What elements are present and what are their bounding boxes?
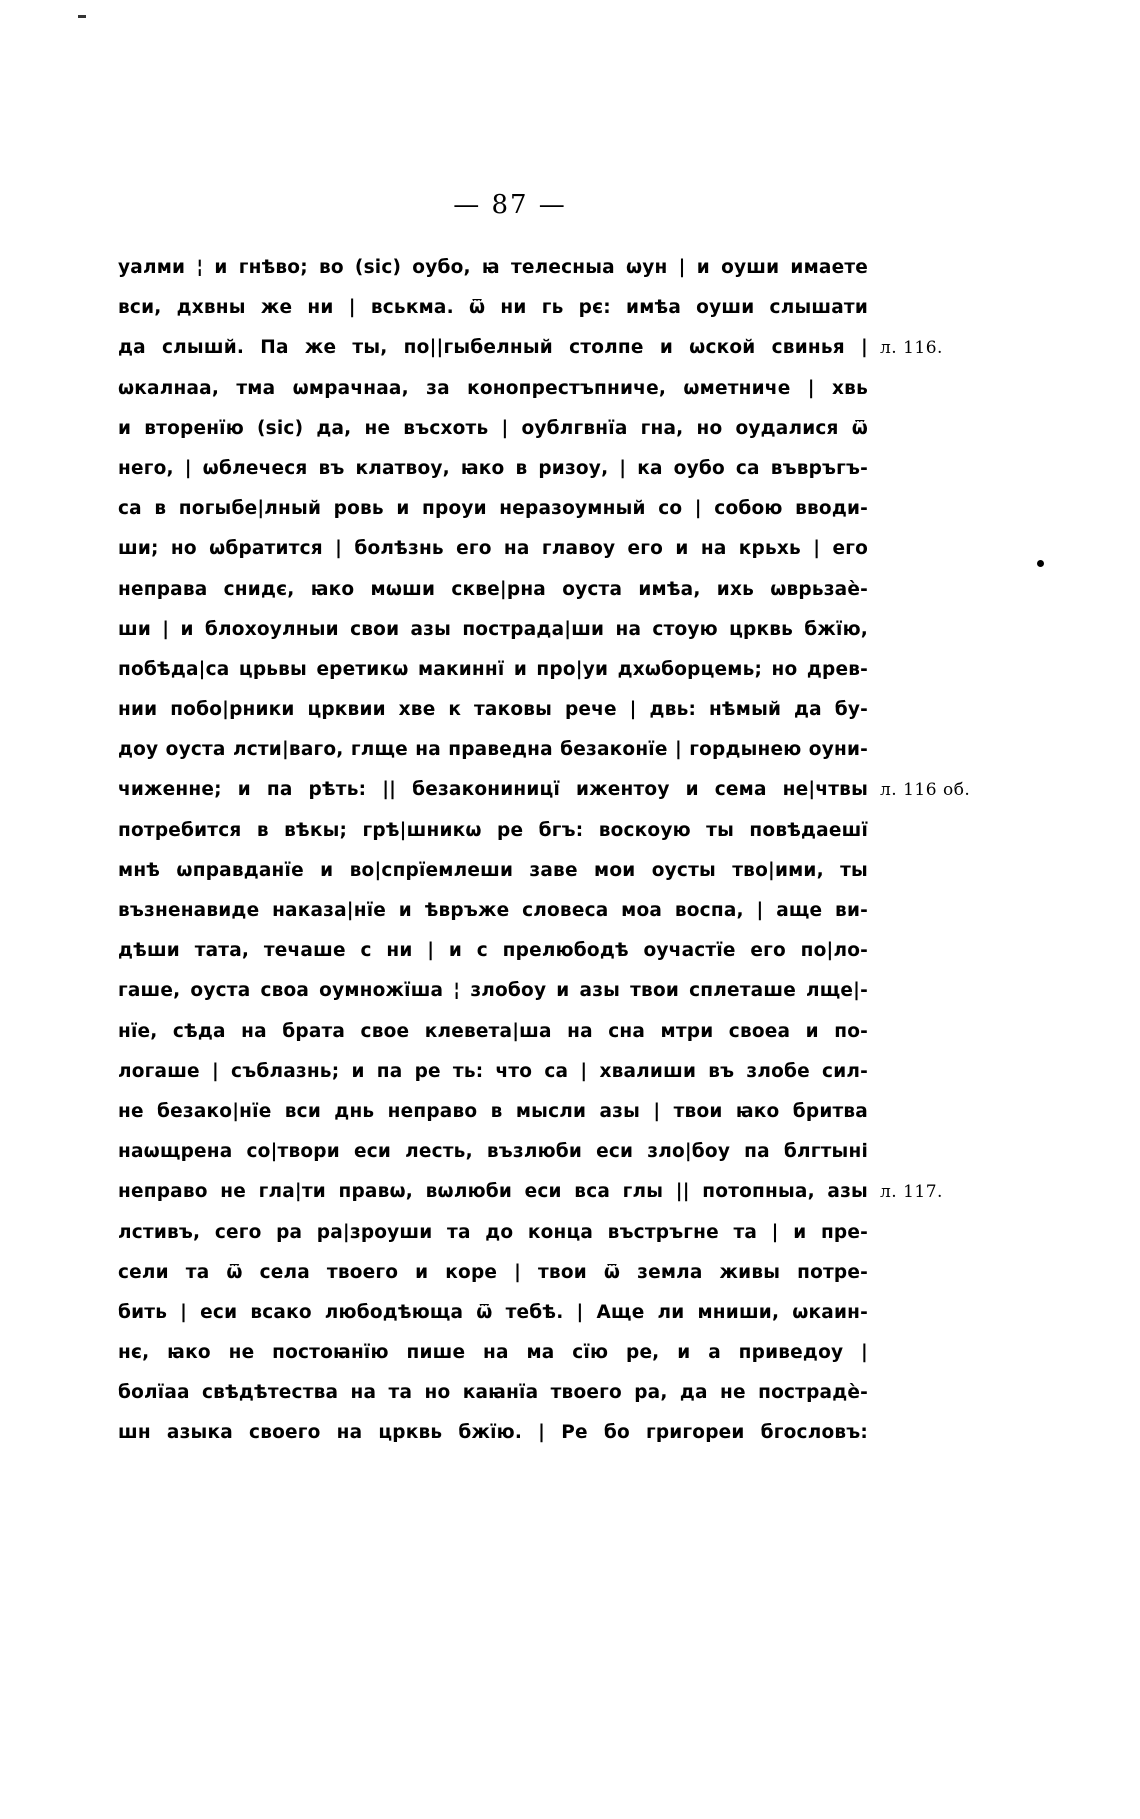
- line-text: дѣши тата, течаше с ни | и с прелюбодѣ оучастїе его по|ло-: [118, 940, 868, 962]
- line-text: него, | ѡблечеся въ клатвоу, ꙗко в ризоу, | ка оубо са въвръгъ-: [118, 457, 868, 479]
- line-text: болїаа свѣдѣтества на та но каꙗнїа твоего ра, да не пострадѐ-: [118, 1382, 868, 1404]
- page-number: — 87 —: [453, 190, 567, 220]
- line-text: доу оуста лсти|ваго, глще на праведна безаконїе | гордынею оуни-: [118, 739, 868, 761]
- text-line: [118, 1012, 868, 1052]
- line-text: уалми ¦ и гнѣво; во (sic) оубо, ꙗ телесныа ѡун | и оуши имаете: [118, 257, 868, 278]
- line-text: нии побо|рники црквии хве к таковы рече | двь: нѣмый да бу-: [118, 699, 868, 721]
- text-line: [118, 1253, 868, 1293]
- text-line: [118, 248, 868, 288]
- text-line: [118, 1092, 868, 1132]
- line-text: не безако|нїе вси днь неправо в мысли азы | твои ꙗко бритва: [118, 1100, 868, 1122]
- text-line: [118, 369, 868, 409]
- text-line: [118, 690, 868, 730]
- text-line: [118, 610, 868, 650]
- text-line: [118, 328, 943, 368]
- line-text: мнѣ ѡправданїе и во|спрїемлеши заве мои оусты тво|ими, ты: [118, 859, 868, 881]
- line-text: гаше, оуста своа оумножїша ¦ злобоу и азы твои сплеташе лще|-: [118, 980, 868, 1002]
- text-line: [118, 409, 868, 449]
- text-line: [118, 529, 868, 569]
- margin-folio-note: л. 116 об.: [880, 780, 971, 801]
- text-line: [118, 770, 971, 810]
- text-line: [118, 1413, 868, 1453]
- margin-folio-note: л. 117.: [880, 1182, 943, 1203]
- text-line: [118, 1052, 868, 1092]
- line-text: и вторенїю (sic) да, не въсхоть | оублгвнїа гна, но оудалися ѿ: [118, 417, 868, 439]
- text-line: [118, 1293, 868, 1333]
- text-line: [118, 489, 868, 529]
- text-line: [118, 1172, 943, 1212]
- line-text: чиженне; и па рѣть: || безакониницї ижентоу и сема не|чтвы: [118, 779, 868, 801]
- line-text: ши | и блохоулныи свои азы пострада|ши на стоую црквь бжїю,: [118, 618, 868, 640]
- text-line: [118, 811, 868, 851]
- text-line: [118, 730, 868, 770]
- line-text: побѣда|са црьвы еретикѡ макиннї и про|уи дхѡборцемь; но древ-: [118, 658, 868, 680]
- ink-spot: [1037, 560, 1044, 567]
- line-text: ѡкалнаа, тма ѡмрачнаа, за конопрестъпниче, ѡметниче | хвь: [118, 377, 868, 399]
- line-text: бить | еси всако любодѣюща ѿ тебѣ. | Аще ли мниши, ѡкаин-: [118, 1301, 868, 1323]
- line-text: шн азыка своего на црквь бжїю. | Ре бо григореи бгословъ:: [118, 1422, 868, 1444]
- margin-folio-note: л. 116.: [880, 338, 943, 359]
- corner-mark: [78, 15, 86, 18]
- text-line: [118, 1213, 868, 1253]
- line-text: нїе, сѣда на брата свое клевета|ша на сна мтри своеа и по-: [118, 1020, 868, 1042]
- line-text: потребится в вѣкы; грѣ|шникѡ ре бгъ: воскоую ты повѣдаешї: [118, 819, 868, 841]
- line-text: са в погыбе|лный ровь и проуи неразоумный со | собою вводи-: [118, 498, 868, 520]
- line-text: неправа снидє, ꙗко мѡши скве|рна оуста имѣа, ихь ѡврьзаѐ-: [118, 578, 868, 600]
- line-text: наѡщрена со|твори еси лесть, възлюби еси зло|боу па блгтыні: [118, 1141, 868, 1163]
- text-line: [118, 570, 868, 610]
- line-text: логаше | съблазнь; и па ре ть: что са | хвалиши въ злобе сил-: [118, 1060, 868, 1082]
- line-text: ши; но ѡбратится | болѣзнь его на главоу его и на крьхь | его: [118, 538, 868, 560]
- line-text: сели та ѿ села твоего и коре | твои ѿ земла живы потре-: [118, 1261, 868, 1283]
- text-line: [118, 891, 868, 931]
- text-line: [118, 1132, 868, 1172]
- text-line: [118, 650, 868, 690]
- text-line: [118, 931, 868, 971]
- text-line: [118, 1373, 868, 1413]
- text-line: [118, 971, 868, 1011]
- line-text: неправо не гла|ти правѡ, вѡлюби еси вса глы || потопныа, азы: [118, 1181, 868, 1203]
- line-text: вси, дхвны же ни | вськма. ѿ ни гь рє: имѣа оуши слышати: [118, 297, 868, 319]
- body-text: [118, 248, 971, 1454]
- line-text: възненавиде наказа|нїе и ѣвръже словеса моа воспа, | аще ви-: [118, 900, 868, 921]
- line-text: да слышй. Па же ты, по||гыбелный столпе и ѡской свинья |: [118, 337, 868, 359]
- text-line: [118, 288, 868, 328]
- line-text: нє, ꙗко не постоꙗнїю пише на ма сїю ре, и а приведоу |: [118, 1342, 868, 1364]
- line-text: лстивъ, сего ра ра|зроуши та до конца въстръгне та | и пре-: [118, 1221, 868, 1243]
- text-line: [118, 449, 868, 489]
- text-line: [118, 1333, 868, 1373]
- text-line: [118, 851, 868, 891]
